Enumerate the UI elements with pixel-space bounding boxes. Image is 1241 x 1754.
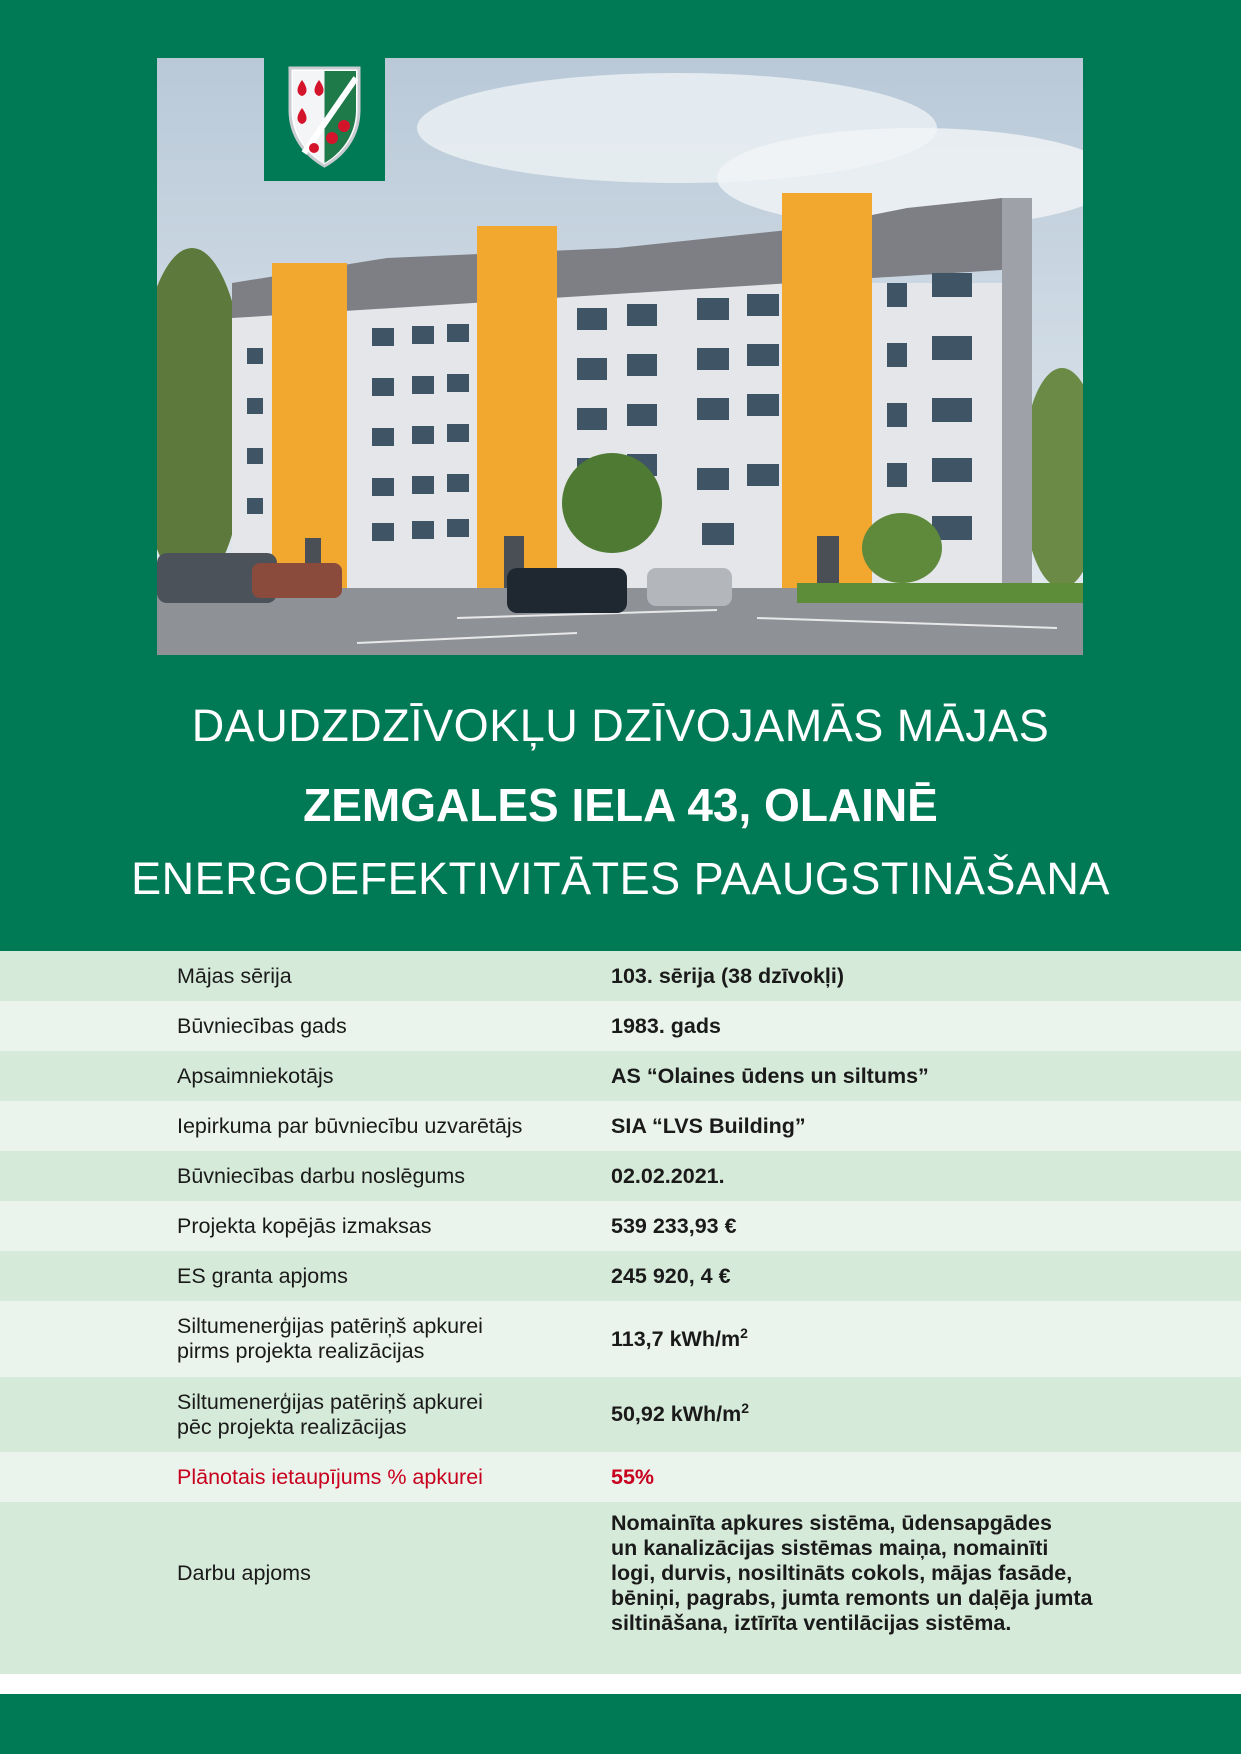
heading-address: ZEMGALES IELA 43, OLAINĒ	[303, 779, 938, 831]
row-value-line: Nomainīta apkures sistēma, ūdensapgādes	[611, 1510, 1052, 1535]
table-row	[0, 1101, 1241, 1151]
row-value-text: 113,7 kWh/m	[611, 1326, 741, 1351]
row-label-line: pēc projekta realizācijas	[177, 1414, 407, 1439]
table-spacer	[0, 1644, 1241, 1674]
row-label: Būvniecības darbu noslēgums	[177, 1163, 466, 1188]
row-value-line: logi, durvis, nosiltināts cokols, mājas fasāde,	[611, 1560, 1073, 1585]
row-label	[177, 1390, 483, 1440]
table-row	[0, 1151, 1241, 1201]
heading-line-1: DAUDZDZĪVOKĻU DZĪVOJAMĀS MĀJAS	[191, 700, 1050, 751]
row-label: ES granta apjoms	[177, 1263, 348, 1288]
row-value-highlight: 55%	[611, 1464, 655, 1489]
row-value: 103. sērija (38 dzīvokļi)	[611, 963, 845, 988]
row-label-line: Siltumenerģijas patēriņš apkurei	[177, 1389, 483, 1414]
table-row	[0, 1452, 1241, 1502]
superscript: 2	[740, 1324, 748, 1341]
row-label	[177, 1314, 483, 1364]
footer-band	[0, 1694, 1241, 1754]
info-table	[0, 951, 1241, 1674]
superscript: 2	[741, 1399, 750, 1416]
row-label: Apsaimniekotājs	[177, 1063, 334, 1088]
row-value-line: siltināšana, iztīrīta ventilācijas sistēma.	[611, 1610, 1012, 1635]
row-value: 02.02.2021.	[611, 1163, 725, 1188]
row-value: SIA “LVS Building”	[611, 1113, 806, 1138]
row-label-highlight: Plānotais ietaupījums % apkurei	[177, 1464, 483, 1489]
row-value	[611, 1324, 748, 1352]
row-value-line: un kanalizācijas sistēmas maiņa, nomainīti	[611, 1535, 1049, 1560]
table-row	[0, 1051, 1241, 1101]
row-value	[611, 1399, 750, 1427]
row-label-line: Siltumenerģijas patēriņš apkurei	[177, 1314, 483, 1338]
table-row	[0, 1301, 1241, 1377]
row-value: 539 233,93 €	[611, 1213, 737, 1238]
table-row	[0, 1001, 1241, 1051]
row-label: Būvniecības gads	[177, 1013, 347, 1038]
table-row	[0, 1251, 1241, 1301]
row-label: Iepirkuma par būvniecību uzvarētājs	[177, 1113, 523, 1138]
row-value-line: bēniņi, pagrabs, jumta remonts un daļēja jumta	[611, 1585, 1093, 1610]
row-value: AS “Olaines ūdens un siltums”	[611, 1063, 929, 1088]
table-row	[0, 1377, 1241, 1452]
row-label: Mājas sērija	[177, 963, 292, 988]
row-value: 245 920, 4 €	[611, 1263, 731, 1288]
row-label-line: pirms projekta realizācijas	[177, 1339, 425, 1363]
row-label: Projekta kopējās izmaksas	[177, 1213, 432, 1238]
row-value-multiline	[611, 1511, 1092, 1636]
table-row	[0, 951, 1241, 1001]
heading-line-3: ENERGOEFEKTIVITĀTES PAAUGSTINĀŠANA	[131, 853, 1110, 904]
table-row	[0, 1201, 1241, 1251]
row-value: 1983. gads	[611, 1013, 721, 1038]
row-label: Darbu apjoms	[177, 1560, 311, 1585]
table-row	[0, 1502, 1241, 1644]
olaine-coat-of-arms-icon	[264, 58, 385, 181]
row-value-text: 50,92 kWh/m	[611, 1402, 742, 1426]
